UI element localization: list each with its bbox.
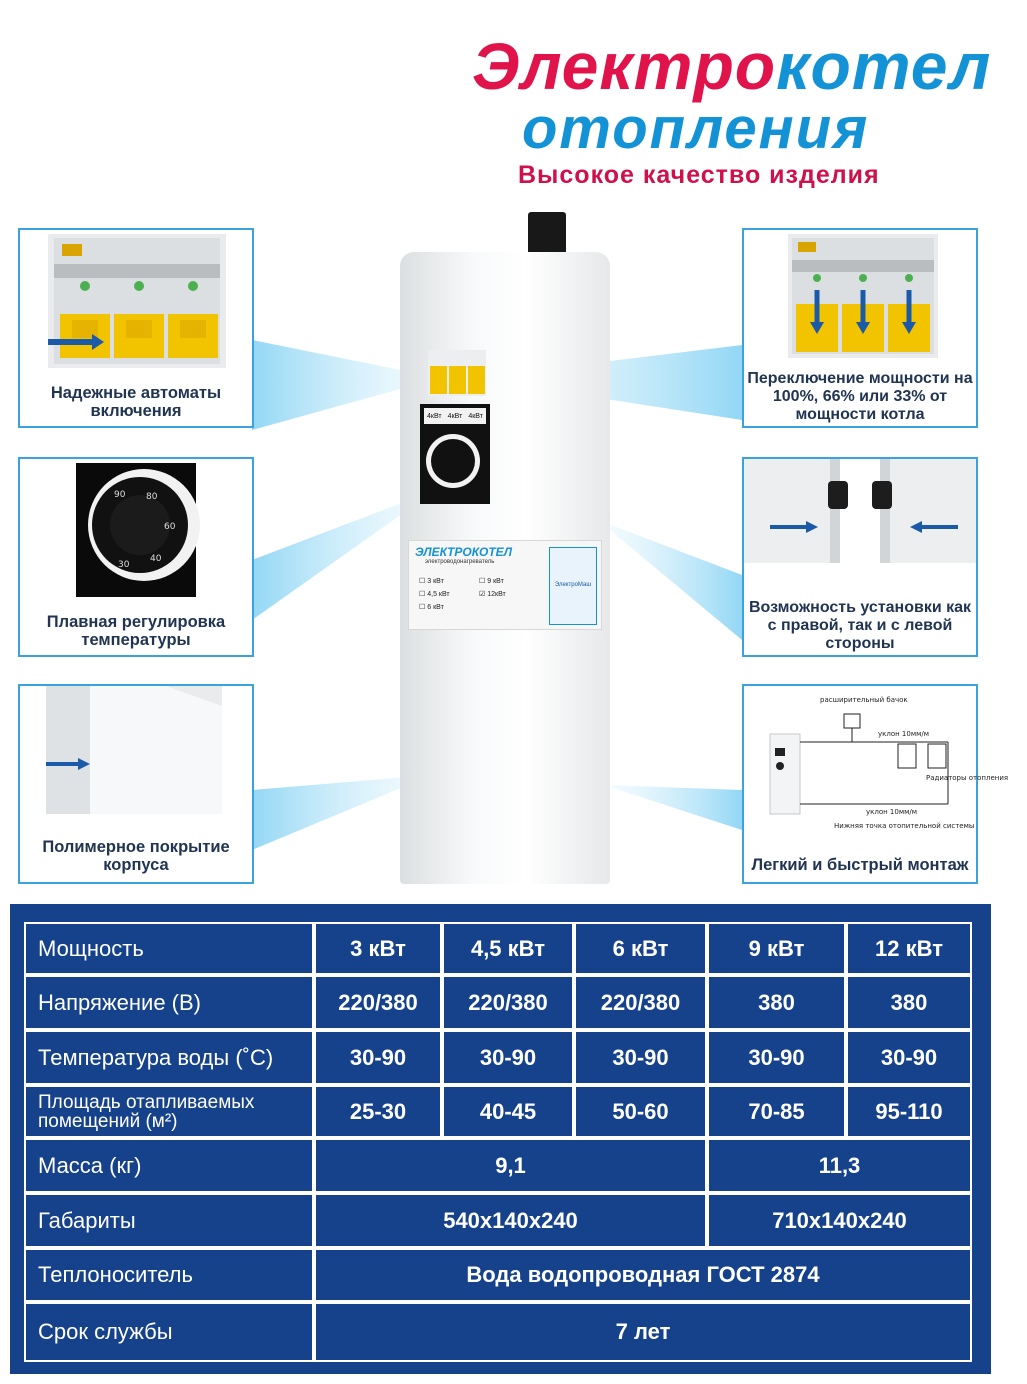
switching-caption: Переключение мощности на 100%, 66% или 33% от мощности котла: [747, 370, 973, 423]
thermostat-photo: [76, 463, 196, 597]
feature-mounting-side: [742, 457, 978, 657]
spec-value-cell: 30-90: [442, 1030, 574, 1085]
spec-row-label: Теплоноситель: [24, 1248, 314, 1302]
label-option-6kw: 6 кВт: [427, 604, 444, 611]
spec-value-cell: 7 лет: [314, 1302, 972, 1362]
label-option-4-5kw: 4,5 кВт: [427, 591, 450, 598]
svg-text:80: 80: [146, 492, 158, 502]
breakers-caption: Надежные автоматы включения: [50, 384, 222, 420]
main-title: Электрокотел: [472, 29, 992, 103]
svg-text:40: 40: [150, 554, 162, 564]
spec-value-cell: 30-90: [846, 1030, 972, 1085]
install-diagram: [748, 688, 1009, 854]
diagram-radiators: Радиаторы отопления: [926, 774, 1009, 782]
subtitle: Высокое качество изделия: [518, 161, 880, 189]
label-brand: ЭЛЕКТРОКОТЕЛ: [415, 545, 513, 559]
svg-text:60: 60: [164, 522, 176, 532]
spec-table: [10, 904, 991, 1374]
spec-value-cell: 380: [707, 975, 846, 1030]
spec-value-cell: 50-60: [574, 1085, 707, 1138]
spec-value-cell: 220/380: [574, 975, 707, 1030]
feature-breakers: [18, 228, 254, 428]
spec-value-cell: 30-90: [707, 1030, 846, 1085]
spec-value-cell: 9,1: [314, 1138, 707, 1193]
spec-row-label: Площадь отапливаемых помещений (м²): [24, 1085, 314, 1138]
breaker-label-3: 4кВт: [468, 412, 483, 420]
boiler-label: ЭЛЕКТРОКОТЕЛ электроводонагреватель ☐ 3 кВт ☐ 4,5 кВт ☐ 6 кВт ☐ 9 кВт ☑ 12кВт ЭлектроМаш: [408, 540, 602, 630]
main-title-line2: отопления: [522, 96, 870, 161]
feature-switching: [742, 228, 978, 428]
spec-value-cell: 9 кВт: [707, 922, 846, 975]
spec-value-cell: 30-90: [314, 1030, 442, 1085]
spec-value-cell: 11,3: [707, 1138, 972, 1193]
diagram-slope-top: уклон 10мм/м: [878, 730, 930, 738]
feature-regulation: [18, 457, 254, 657]
boiler-breakers: [428, 350, 486, 396]
spec-value-cell: 220/380: [314, 975, 442, 1030]
breakers-photo: [48, 234, 226, 368]
coating-photo: [46, 686, 222, 814]
label-subtitle: электроводонагреватель: [425, 559, 495, 565]
regulation-caption: Плавная регулировка температуры: [46, 613, 226, 649]
spec-row-label: Габариты: [24, 1193, 314, 1248]
label-option-3kw: 3 кВт: [427, 578, 444, 585]
diagram-tank-label: расширительный бачок: [820, 696, 908, 704]
spec-row-label: Температура воды (˚С): [24, 1030, 314, 1085]
thermostat-knob: [426, 434, 480, 488]
diagram-slope-bottom: уклон 10мм/м: [866, 808, 918, 816]
diagram-low-point: Нижняя точка отопительной системы: [834, 822, 975, 830]
feature-install: [742, 684, 1009, 884]
mounting-side-caption: Возможность установки как с правой, так и с левой стороны: [748, 599, 972, 652]
spec-value-cell: Вода водопроводная ГОСТ 2874: [314, 1248, 972, 1302]
spec-value-cell: 25-30: [314, 1085, 442, 1138]
breaker-label-1: 4кВт: [427, 412, 442, 420]
breaker-label-2: 4кВт: [447, 412, 463, 420]
spec-row-label: Масса (кг): [24, 1138, 314, 1193]
boiler-control-panel: [420, 404, 490, 504]
svg-text:90: 90: [114, 490, 126, 500]
spec-value-cell: 710х140х240: [707, 1193, 972, 1248]
spec-value-cell: 40-45: [442, 1085, 574, 1138]
spec-value-cell: 12 кВт: [846, 922, 972, 975]
install-caption: Легкий и быстрый монтаж: [751, 856, 969, 874]
spec-value-cell: 95-110: [846, 1085, 972, 1138]
spec-row-label: Мощность: [24, 922, 314, 975]
coating-caption: Полимерное покрытие корпуса: [42, 838, 230, 874]
spec-value-cell: 70-85: [707, 1085, 846, 1138]
switching-photo: [788, 234, 938, 358]
spec-row-label: Срок службы: [24, 1302, 314, 1362]
label-option-12kw: 12кВт: [487, 591, 506, 598]
label-option-9kw: 9 кВт: [487, 578, 504, 585]
spec-value-cell: 220/380: [442, 975, 574, 1030]
spec-value-cell: 380: [846, 975, 972, 1030]
feature-coating: [18, 684, 254, 884]
mounting-photo: [744, 459, 976, 563]
spec-value-cell: 3 кВт: [314, 922, 442, 975]
spec-value-cell: 540х140х240: [314, 1193, 707, 1248]
svg-text:30: 30: [118, 560, 130, 570]
spec-value-cell: 4,5 кВт: [442, 922, 574, 975]
spec-value-cell: 6 кВт: [574, 922, 707, 975]
spec-row-label: Напряжение (В): [24, 975, 314, 1030]
spec-value-cell: 30-90: [574, 1030, 707, 1085]
label-dealer: ЭлектроМаш: [554, 582, 592, 588]
